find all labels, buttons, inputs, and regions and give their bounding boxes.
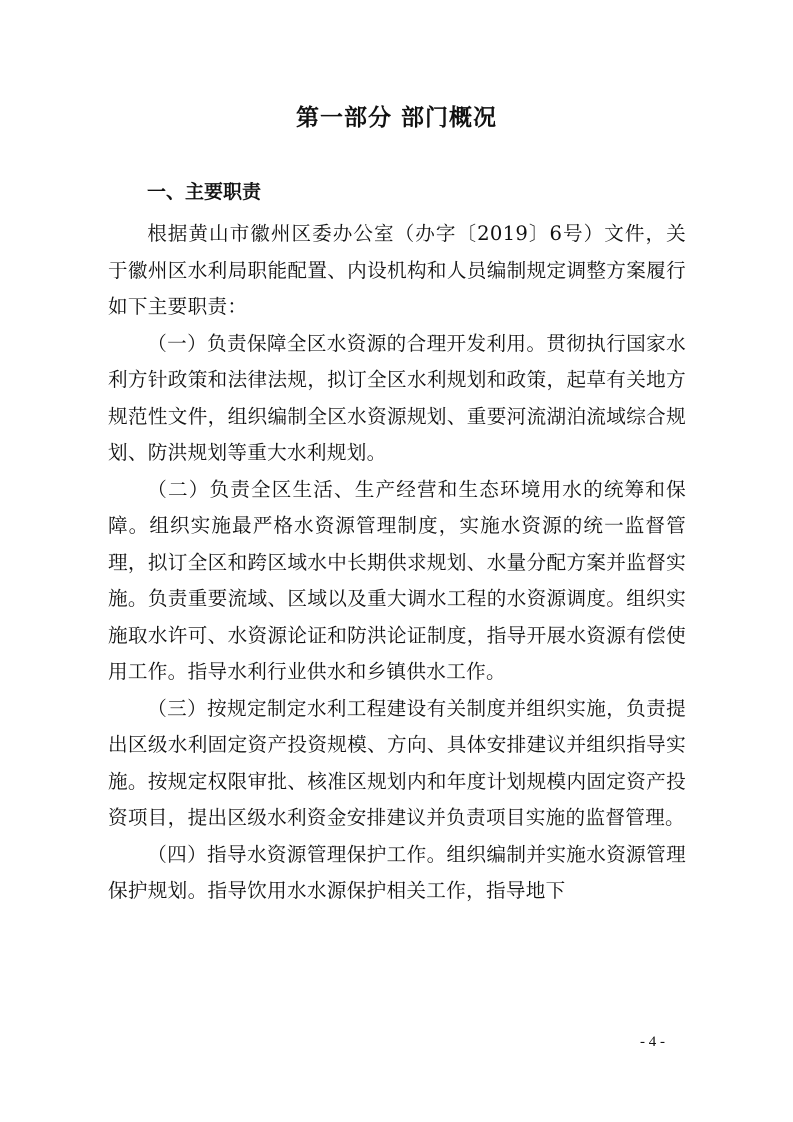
body-text [108,216,686,910]
paragraph-duty-2: （二）负责全区生活、生产经营和生态环境用水的统筹和保障。组织实施最严格水资源管理制度，实施水资源的统一监督管理，拟订全区和跨区域水中长期供求规划、水量分配方案并监督实施。负责重要流域、区域以及重大调水工程的水资源调度。组织实施取水许可、水资源论证和防洪论证制度，指导开展水资源有偿使用工作。指导水利行业供水和乡镇供水工作。 [108,477,686,683]
page-title: 第一部分 部门概况 [295,105,497,131]
paragraph-duty-1: （一）负责保障全区水资源的合理开发利用。贯彻执行国家水利方针政策和法律法规，拟订全区水利规划和政策，起草有关地方规范性文件，组织编制全区水资源规划、重要河流湖泊流域综合规划、防洪规划等重大水利规划。 [108,331,686,464]
paragraph-intro: 根据黄山市徽州区委办公室（办字〔2019〕6号）文件，关于徽州区水利局职能配置、内设机构和人员编制规定调整方案履行如下主要职责： [108,222,686,318]
paragraph-duty-3: （三）按规定制定水利工程建设有关制度并组织实施，负责提出区级水利固定资产投资规模、方向、具体安排建议并组织指导实施。按规定权限审批、核准区规划内和年度计划规模内固定资产投资项目，提出区级水利资金安排建议并负责项目实施的监督管理。 [108,696,686,829]
section-heading: 一、主要职责 [147,181,262,203]
paragraph-duty-4: （四）指导水资源管理保护工作。组织编制并实施水资源管理保护规划。指导饮用水水源保护相关工作，指导地下 [108,842,686,902]
page-number: - 4 - [640,1034,665,1050]
